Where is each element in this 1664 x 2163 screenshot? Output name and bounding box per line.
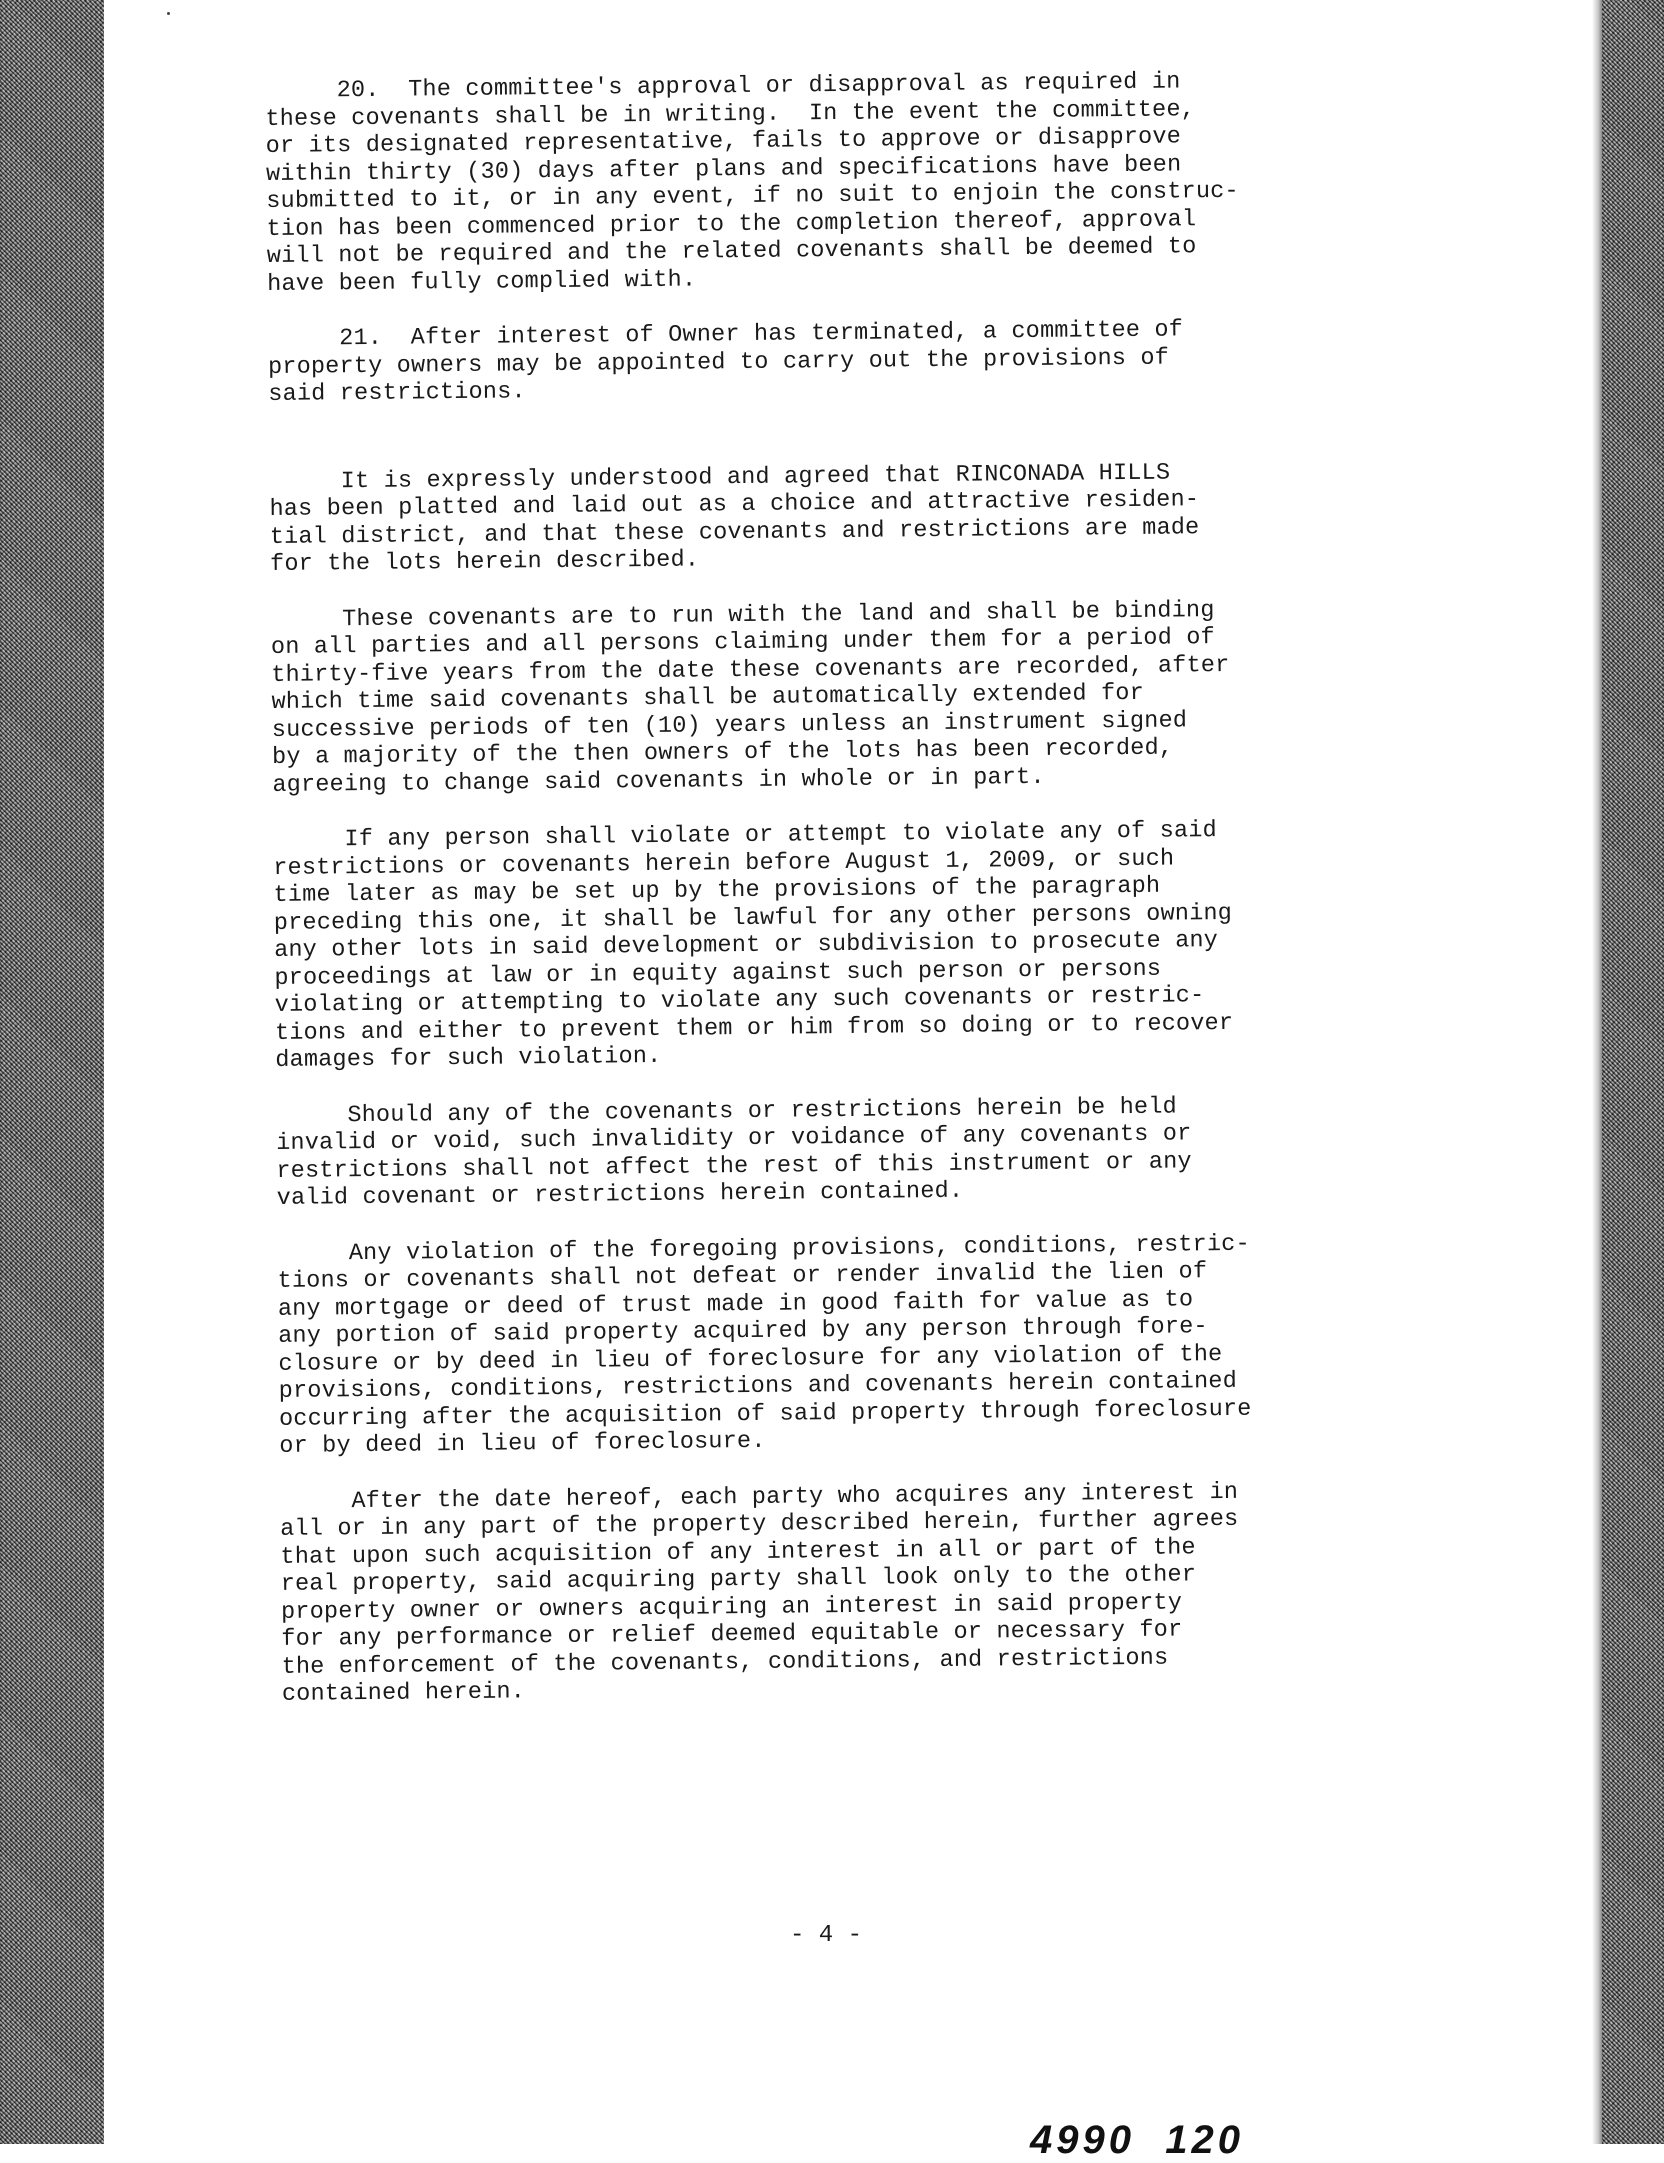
text-line: proceedings at law or in equity against such person or persons xyxy=(274,955,1162,992)
text-line: submitted to it, or in any event, if no suit to enjoin the construc- xyxy=(266,177,1239,215)
text-line: Should any of the covenants or restrictions herein be held xyxy=(275,1093,1178,1130)
text-line: thirty-five years from the date these covenants are recorded, after xyxy=(271,651,1230,689)
text-line: tion has been commenced prior to the completion thereof, approval xyxy=(266,205,1197,243)
paragraph-invalidity xyxy=(276,1090,1447,1212)
document-body xyxy=(265,66,1452,1709)
text-line: violating or attempting to violate any such covenants or restric- xyxy=(274,982,1205,1019)
text-line: tions and either to prevent them or him from so doing or to recover xyxy=(274,1009,1234,1047)
text-line: for any performance or relief deemed equitable or necessary for xyxy=(281,1616,1183,1653)
paragraph-run-with-land xyxy=(271,594,1443,799)
text-line: any mortgage or deed of trust made in good faith for value as to xyxy=(277,1285,1194,1323)
text-line: It is expressly understood and agreed that RINCONADA HILLS xyxy=(269,459,1171,496)
text-line: restrictions or covenants herein before August 1, 2009, or such xyxy=(273,845,1175,882)
text-line: restrictions shall not affect the rest of this instrument or any xyxy=(276,1147,1192,1185)
text-line: time later as may be set up by the provisions of the paragraph xyxy=(273,872,1161,909)
text-line: successive periods of ten (10) years unless an instrument signed xyxy=(271,706,1188,744)
text-line: said restrictions. xyxy=(268,378,526,408)
paragraph-violation xyxy=(273,815,1446,1075)
text-line: by a majority of the then owners of the lots has been recorded, xyxy=(271,734,1174,771)
text-line: invalid or void, such invalidity or voidance of any covenants or xyxy=(276,1120,1192,1157)
text-line: real property, said acquiring party shall look only to the other xyxy=(280,1561,1197,1598)
text-line: tions or covenants shall not defeat or render invalid the lien of xyxy=(277,1258,1208,1295)
paragraph-expressly-understood xyxy=(269,456,1440,578)
text-line: has been platted and laid out as a choice and attractive residen- xyxy=(269,486,1200,523)
text-line: for the lots herein described. xyxy=(269,546,700,578)
paragraph-after-date xyxy=(280,1476,1452,1708)
scan-border-right xyxy=(1602,0,1664,2144)
text-line: These covenants are to run with the land and shall be binding xyxy=(270,596,1215,634)
text-line: After the date hereof, each party who acquires any interest in xyxy=(279,1478,1239,1516)
text-line: occurring after the acquisition of said property through foreclosure xyxy=(278,1395,1252,1433)
text-line: If any person shall violate or attempt to violate any of said xyxy=(272,817,1218,854)
text-line: any other lots in said development or subdivision to prosecute any xyxy=(273,927,1219,964)
page-number: - 4 - xyxy=(790,1922,863,1949)
text-line: 20. The committee's approval or disapproval as required in xyxy=(265,68,1181,105)
text-line: agreeing to change said covenants in whole or in part. xyxy=(272,763,1045,799)
text-line: or by deed in lieu of foreclosure. xyxy=(279,1427,766,1460)
text-line: tial district, and that these covenants and restrictions are made xyxy=(269,513,1200,551)
text-line: these covenants shall be in writing. In the event the committee, xyxy=(265,95,1196,133)
paragraph-20 xyxy=(265,66,1437,298)
text-line: property owner or owners acquiring an interest in said property xyxy=(280,1588,1183,1626)
text-line: valid covenant or restrictions herein contained. xyxy=(276,1177,964,1212)
scan-border-left xyxy=(0,0,104,2144)
paragraph-21 xyxy=(268,314,1439,409)
text-line: 21. After interest of Owner has terminated, a committee of xyxy=(267,316,1184,353)
text-line: will not be required and the related covenants shall be deemed to xyxy=(266,233,1197,270)
text-line: on all parties and all persons claiming under them for a period of xyxy=(270,624,1216,661)
scan-shadow-right xyxy=(1592,0,1602,2144)
text-line: or its designated representative, fails to approve or disapprove xyxy=(265,123,1182,160)
paragraph-mortgage-lien xyxy=(277,1228,1449,1460)
text-line: the enforcement of the covenants, conditions, and restrictions xyxy=(281,1644,1169,1681)
scan-speck xyxy=(167,12,170,15)
text-line: that upon such acquisition of any interest in all or part of the xyxy=(280,1533,1196,1571)
text-line: all or in any part of the property described herein, further agrees xyxy=(280,1505,1239,1543)
text-line: contained herein. xyxy=(281,1678,526,1708)
text-line: closure or by deed in lieu of foreclosure for any violation of the xyxy=(278,1340,1223,1378)
text-line: Any violation of the foregoing provisions, conditions, restric- xyxy=(277,1230,1250,1268)
text-line: preceding this one, it shall be lawful for any other persons owning xyxy=(273,899,1233,937)
text-line: damages for such violation. xyxy=(275,1042,662,1074)
recording-stamp: 4990 120 xyxy=(1030,2118,1244,2162)
text-line: which time said covenants shall be automatically extended for xyxy=(271,679,1145,716)
text-line: property owners may be appointed to carry out the provisions of xyxy=(267,344,1170,381)
text-line: any portion of said property acquired by any person through fore- xyxy=(278,1313,1208,1350)
text-line: within thirty (30) days after plans and specifications have been xyxy=(265,150,1182,188)
text-line: provisions, conditions, restrictions and covenants herein contained xyxy=(278,1367,1238,1405)
text-line: have been fully complied with. xyxy=(267,265,697,298)
